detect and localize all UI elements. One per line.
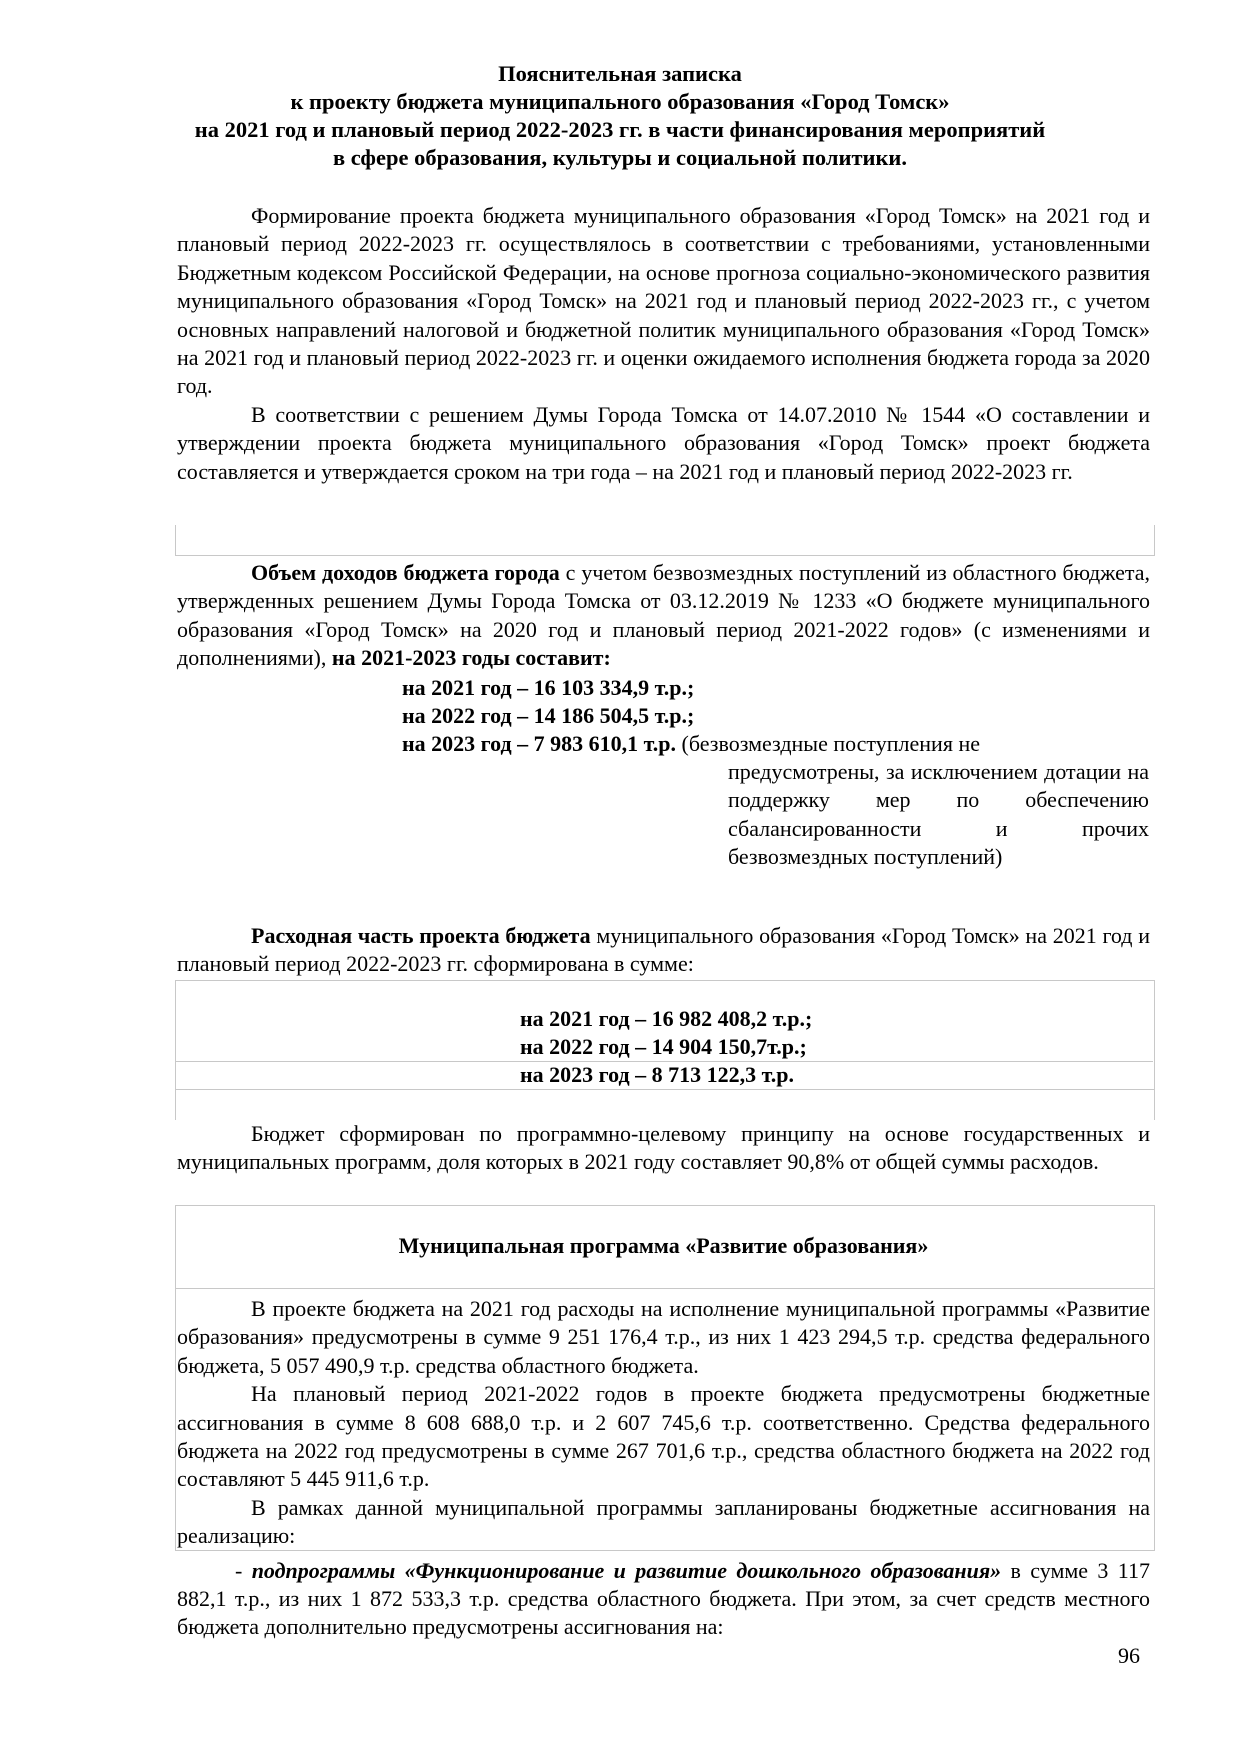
subprogram-text: в сумме 3 117 882,1 т.р., из них 1 872 533,3 т.р. средства областного бюджета. При этом, за счет средств местного бюджета дополнительно предусмотрены ассигнования на:: [177, 1557, 1150, 1640]
expense-2022: на 2022 год – 14 904 150,7т.р.;: [520, 1034, 807, 1059]
title-line-1: Пояснительная записка: [498, 61, 742, 86]
intro-paragraph-1: Формирование проекта бюджета муниципального образования «Город Томск» на 2021 год и плановый период 2022-2023 гг. осуществлялось в соответствии с требованиями, установленными Бюджетным кодексом Российской Федерации, на основе прогноза социально-экономического развития муниципального образования «Город Томск» на 2021 год и плановый период 2022-2023 гг., с учетом основных направлений налоговой и бюджетной политик муниципального образования «Город Томск» на 2021 год и плановый период 2022-2023 гг. и оценки ожидаемого исполнения бюджета города за 2020 год.: [177, 203, 1150, 399]
expense-paragraph: [177, 922, 1150, 979]
expense-section: [177, 922, 1150, 979]
document-title: [150, 60, 1090, 172]
revenue-note: [728, 758, 1149, 872]
title-line-4: в сфере образования, культуры и социальной политики.: [332, 145, 908, 170]
program-share-paragraph: Бюджет сформирован по программно-целевому принципу на основе государственных и муниципальных программ, доля которых в 2021 году составляет 90,8% от общей суммы расходов.: [177, 1121, 1150, 1175]
revenue-2023: [402, 730, 980, 758]
title-line-3: на 2021 год и плановый период 2022-2023 гг. в части финансирования мероприятий: [194, 117, 1046, 142]
expense-text: муниципального образования «Город Томск» на 2021 год и плановый период 2022-2023 гг. сформирована в сумме:: [177, 923, 1150, 977]
program-paragraph-2: На плановый период 2021-2022 годов в проекте бюджета предусмотрены бюджетные ассигнования в сумме 8 608 688,0 т.р. и 2 607 745,6 т.р. соответственно. Средства федерального бюджета на 2022 год предусмотрены в сумме 267 701,6 т.р., средства областного бюджета на 2022 год составляют 5 445 911,6 т.р.: [177, 1381, 1150, 1492]
revenue-section: [177, 559, 1150, 673]
revenue-2021: на 2021 год – 16 103 334,9 т.р.;: [402, 675, 695, 700]
revenue-2022: на 2022 год – 14 186 504,5 т.р.;: [402, 703, 695, 728]
program-paragraph-3: В рамках данной муниципальной программы запланированы бюджетные ассигнования на реализацию:: [177, 1494, 1150, 1549]
revenue-lead: Объем доходов бюджета города: [251, 560, 560, 585]
revenue-note-rest: предусмотрены, за исключением дотации на поддержку мер по обеспечению сбалансированности и прочих безвозмездных поступлений): [728, 759, 1149, 870]
revenue-note-first: (безвозмездные поступления не: [681, 731, 980, 756]
table-frame-1: [175, 525, 1155, 556]
expense-lead: Расходная часть проекта бюджета: [251, 923, 591, 948]
revenue-2023-value: на 2023 год – 7 983 610,1 т.р.: [402, 731, 677, 756]
program-paragraph-1: В проекте бюджета на 2021 год расходы на исполнение муниципальной программы «Развитие образования» предусмотрены в сумме 9 251 176,4 т.р., из них 1 423 294,5 т.р. средства федерального бюджета, 5 057 490,9 т.р. средства областного бюджета.: [177, 1296, 1150, 1378]
revenue-text: с учетом безвозмездных поступлений из областного бюджета, утвержденных решением Думы Города Томска от 03.12.2019 № 1233 «О бюджете муниципального образования «Город Томск» на 2020 год и плановый период 2021-2022 годов» (с изменениями и дополнениями),: [177, 560, 1150, 671]
list-dash: -: [235, 1557, 252, 1583]
page-number: 96: [1118, 1643, 1140, 1668]
program-title: Муниципальная программа «Развитие образования»: [398, 1233, 929, 1258]
program-paragraph-4: [177, 1557, 1150, 1642]
title-line-2: к проекту бюджета муниципального образования «Город Томск»: [290, 89, 950, 114]
program-share-section: [177, 1120, 1150, 1177]
subprogram-name: подпрограммы «Функционирование и развитие дошкольного образования»: [251, 1557, 1002, 1583]
revenue-tail: на 2021-2023 годы составит:: [331, 645, 611, 671]
expense-2023: на 2023 год – 8 713 122,3 т.р.: [520, 1062, 795, 1087]
revenue-paragraph: [177, 559, 1150, 673]
table-frame-2: [175, 1088, 1155, 1120]
intro-paragraph-2: В соответствии с решением Думы Города Томска от 14.07.2010 № 1544 «О составлении и утверждении проекта бюджета муниципального образования «Город Томск» проект бюджета составляется и утверждается сроком на три года – на 2021 год и плановый период 2022-2023 гг.: [177, 401, 1150, 484]
intro-section: [177, 202, 1150, 486]
expense-2021: на 2021 год – 16 982 408,2 т.р.;: [520, 1006, 813, 1031]
program-section: [177, 1295, 1150, 1642]
